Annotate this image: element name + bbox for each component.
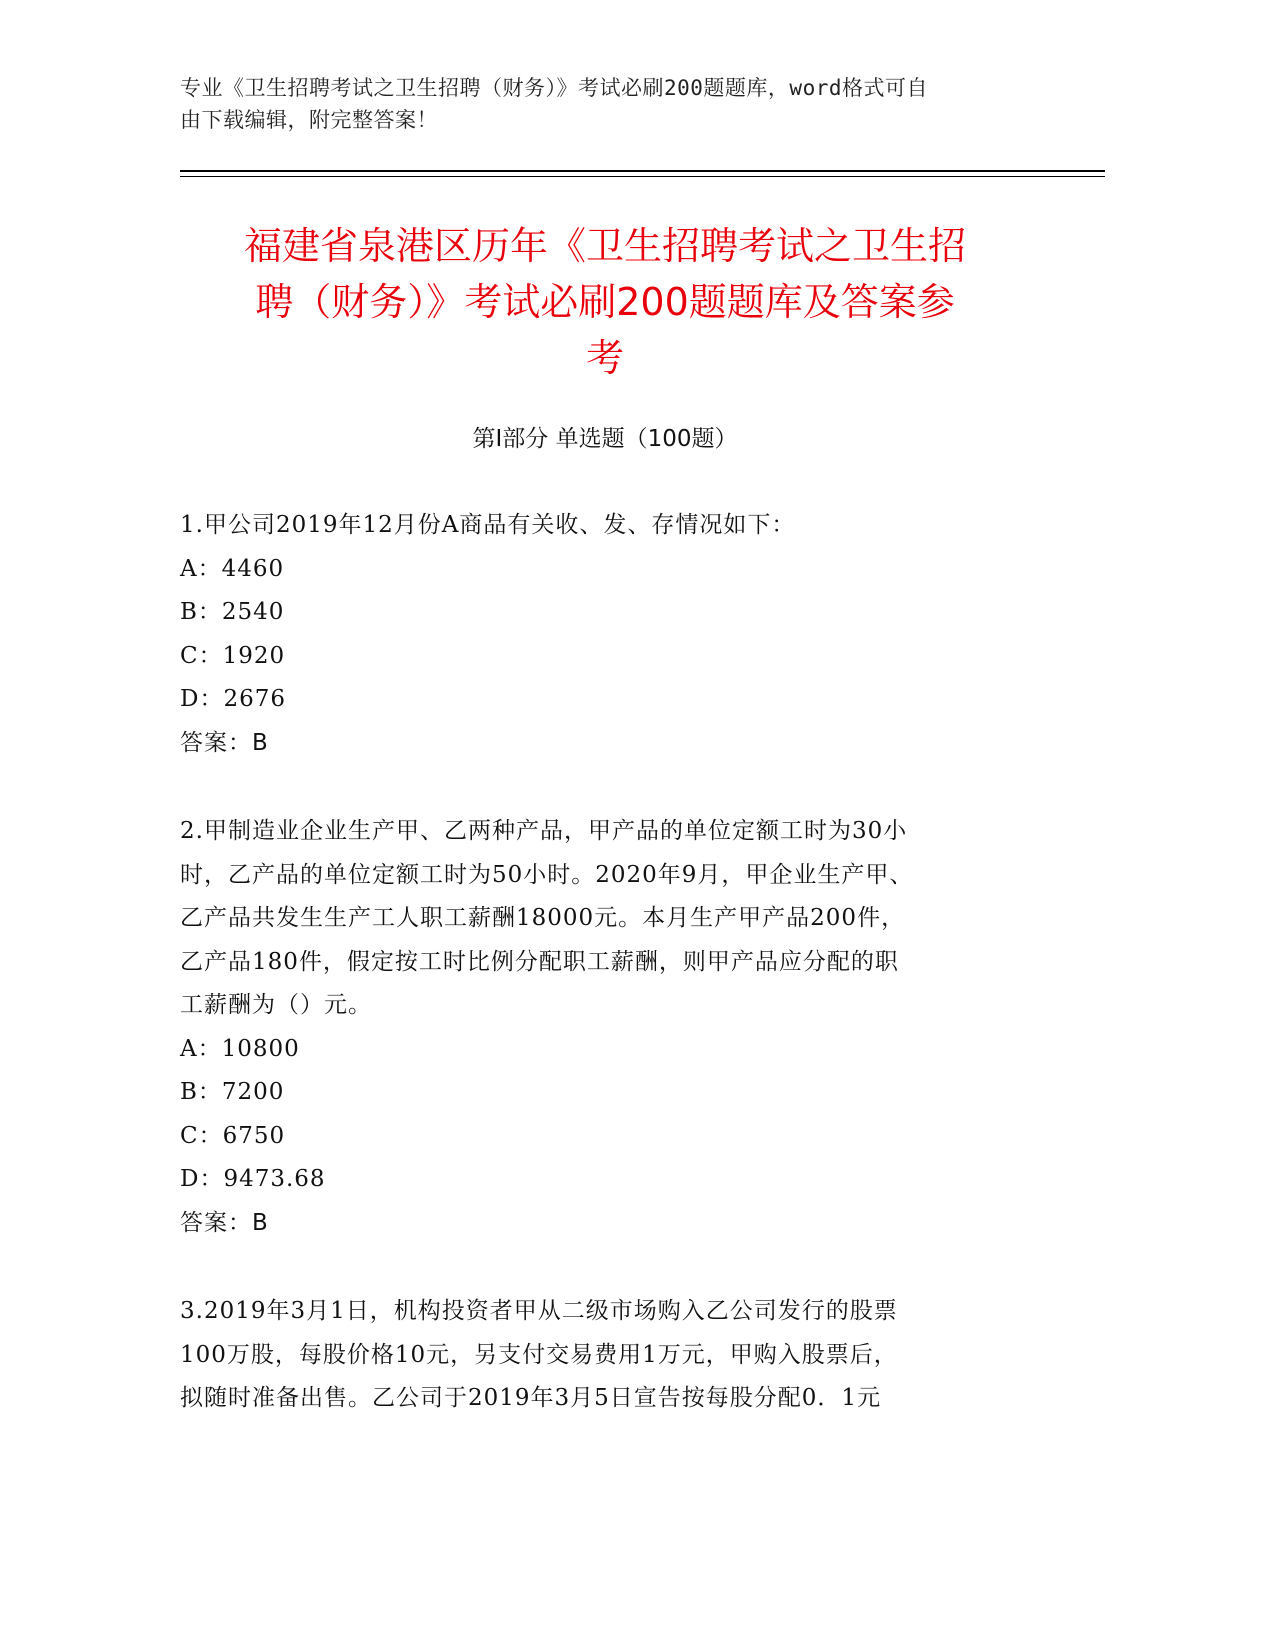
- question-stem-line: 乙产品180件，假定按工时比例分配职工薪酬，则甲产品应分配的职: [180, 948, 899, 975]
- title-line: 福建省泉港区历年《卫生招聘考试之卫生招: [243, 224, 966, 268]
- question-1: [180, 504, 1030, 765]
- question-stem-line: 1.甲公司2019年12月份A商品有关收、发、存情况如下：: [180, 512, 796, 538]
- option-a: A：4460: [180, 555, 285, 582]
- question-3: [180, 1290, 1030, 1421]
- header-note: [180, 72, 1080, 136]
- answer-line: 答案：B: [180, 729, 269, 756]
- question-stem-line: 拟随时准备出售。乙公司于2019年3月5日宣告按每股分配0．1元: [180, 1385, 882, 1411]
- question-stem-line: 工薪酬为（）元。: [180, 992, 372, 1018]
- question-stem-line: 100万股，每股价格10元，另支付交易费用1万元，甲购入股票后，: [180, 1341, 898, 1368]
- question-stem-line: 乙产品共发生生产工人职工薪酬18000元。本月生产甲产品200件，: [180, 905, 906, 931]
- header-note-line: 专业《卫生招聘考试之卫生招聘（财务）》考试必刷200题题库，word格式可自: [180, 76, 928, 100]
- option-a: A：10800: [180, 1035, 300, 1062]
- question-stem-line: 时，乙产品的单位定额工时为50小时。2020年9月，甲企业生产甲、: [180, 861, 914, 888]
- header-note-line: 由下载编辑，附完整答案！: [180, 108, 438, 132]
- option-c: C：1920: [180, 642, 286, 669]
- option-b: B：7200: [180, 1079, 285, 1105]
- question-2: [180, 810, 1030, 1245]
- answer-line: 答案：B: [180, 1209, 269, 1236]
- question-stem-line: 2.甲制造业企业生产甲、乙两种产品，甲产品的单位定额工时为30小: [180, 818, 908, 844]
- option-d: D：2676: [180, 686, 286, 712]
- document-title: [180, 218, 1030, 386]
- section-heading: 第Ⅰ部分 单选题（100题）: [472, 426, 738, 452]
- title-line: 聘（财务）》考试必刷200题题库及答案参: [255, 280, 955, 324]
- header-divider-thick: [180, 170, 1105, 172]
- option-b: B：2540: [180, 599, 285, 625]
- question-stem-line: 3.2019年3月1日，机构投资者甲从二级市场购入乙公司发行的股票: [180, 1298, 898, 1324]
- option-d: D：9473.68: [180, 1166, 326, 1192]
- title-line: 考: [585, 336, 624, 380]
- header-divider-thin: [180, 176, 1105, 177]
- option-c: C：6750: [180, 1122, 286, 1149]
